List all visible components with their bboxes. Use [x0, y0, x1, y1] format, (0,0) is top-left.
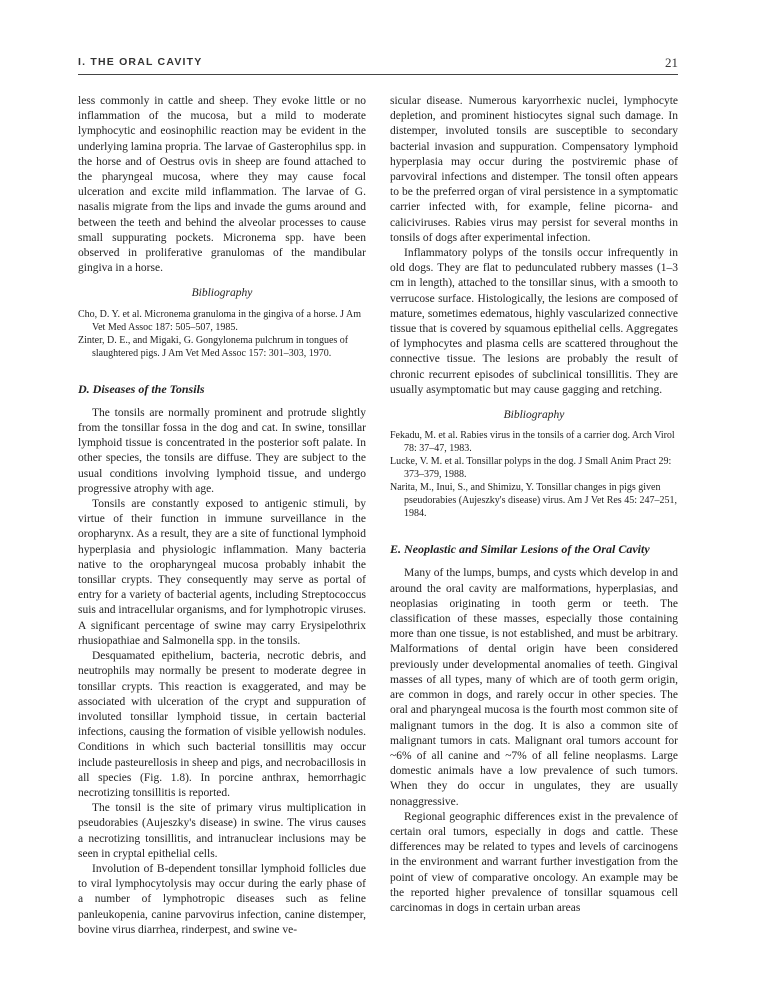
bibliography-heading: Bibliography — [503, 409, 565, 422]
paragraph: Many of the lumps, bumps, and cysts which develop in and around the oral cavity are malformations, hyperplasias, and neoplasias originating in tooth germ or teeth. The classification of these masses, especially those containing more than one tissue, is not established, and must be arbitrary. Malformations of dental origin have been considered previously under developmental anomalies of teeth. Gingival masses of all types, many of which are of tooth germ origin, are common in dogs, and rarely occur in other species. The oral and pharyngeal mucosa is the fourth most common site of malignant tumors in the dog. It is also a common site of malignant tumors in cats. Malignant oral tumors account for ~6% of all canine and ~7% of all feline neoplasms. Large domestic animals have a low prevalence of such tumors. When they do occur in ungulates, they are usually nonaggressive. — [390, 567, 678, 808]
bibliography-entry: Lucke, V. M. et al. Tonsillar polyps in the dog. J Small Anim Pract 29: 373–379, 1988. — [390, 456, 672, 481]
bibliography-entry: Fekadu, M. et al. Rabies virus in the tonsils of a carrier dog. Arch Virol 78: 37–47, 1983. — [390, 430, 675, 455]
section-heading: D. Diseases of the Tonsils — [78, 381, 205, 396]
paragraph: Desquamated epithelium, bacteria, necrotic debris, and neutrophils may normally be present to moderate degree in tonsillar crypts. This reaction is exaggerated, and may be associated with ulceration of the crypt and suppuration of involuted tonsillar lymphoid tissue, in certain bacterial infections, causing the formation of visible yellowish nodules. Conditions in which such bacterial tonsillitis may occur include pasteurellosis in sheep and pigs, and necrobacillosis in all species (Fig. 1.8). In porcine anthrax, hemorrhagic necrotizing tonsillitis is reported. — [78, 650, 366, 799]
right-column — [390, 94, 678, 916]
paragraph: The tonsil is the site of primary virus multiplication in pseudorabies (Aujeszky's disease) in swine. The virus causes a necrotizing tonsillitis, and intranuclear inclusions may be seen in cryptal epithelial cells. — [78, 802, 366, 860]
paragraph: Regional geographic differences exist in the prevalence of certain oral tumors, especially in dogs and cattle. These differences may be related to types and levels of carcinogens in the environment and warrant further investigation from the point of view of comparative oncology. An example may be the reported higher prevalence of tonsillar squamous cell carcinomas in dogs in certain urban areas — [390, 810, 678, 914]
left-column — [78, 94, 366, 938]
paragraph: less commonly in cattle and sheep. They evoke little or no inflammation of the mucosa, but a mild to moderate lymphocytic and eosinophilic reaction may be evident in the underlying lamina propria. The larvae of Gasterophilus spp. in the horse and of Oestrus ovis in sheep are found attached to the pharyngeal mucosa, where they may cause focal ulceration and excite mild inflammation. The larvae of G. nasalis migrate from the lips and invade the gums around and between the teeth and behind the alveolar processes to cause small suppurating pockets. Micronema spp. have been observed in proliferative granulomas of the mandibular gingiva in a horse. — [78, 95, 366, 275]
bibliography-entry: Narita, M., Inui, S., and Shimizu, Y. Tonsillar changes in pigs given pseudorabies (Aujeszky's disease) virus. Am J Vet Res 45: 247–251, 1984. — [390, 482, 677, 520]
bibliography-entry: Cho, D. Y. et al. Micronema granuloma in the gingiva of a horse. J Am Vet Med Assoc 187: 505–507, 1985. — [78, 308, 362, 333]
paragraph: sicular disease. Numerous karyorrhexic nuclei, lymphocyte depletion, and prominent histiocytes signal such damage. In distemper, involuted tonsils are susceptible to secondary bacterial invasion and suppuration. Compensatory lymphoid hyperplasia may occur during the postviremic phase of parvoviral infections and distemper. The tonsil often appears to be the preferred organ of viral persistence in a symptomatic carrier infected with, for example, feline picorna- and caliciviruses. Rabies virus may persist for several months in tonsils of dogs after experimental infection. — [390, 95, 678, 244]
bibliography-entry: Zinter, D. E., and Migaki, G. Gongylonema pulchrum in tongues of slaughtered pigs. J Am Vet Med Assoc 157: 301–303, 1970. — [78, 334, 349, 359]
paragraph: The tonsils are normally prominent and protrude slightly from the tonsillar fossa in the dog and cat. In swine, tonsillar lymphoid tissue is concentrated in the posterior soft palate. In other species, the tonsils are diffuse. They are subject to the usual conditions involving lymphoid tissue, and undergo progressive atrophy with age. — [78, 406, 366, 495]
page-header — [78, 56, 678, 74]
section-heading: E. Neoplastic and Similar Lesions of the Oral Cavity — [390, 542, 650, 557]
header-rule — [78, 74, 678, 75]
running-head: I. THE ORAL CAVITY — [78, 56, 203, 68]
bibliography-heading: Bibliography — [191, 287, 253, 300]
page-number: 21 — [665, 55, 678, 70]
paragraph: Involution of B-dependent tonsillar lymphoid follicles due to viral lymphocytolysis may occur during the early phase of a number of lymphotropic diseases such as feline panleukopenia, canine parvovirus infection, canine distemper, bovine virus diarrhea, rinderpest, and swine ve- — [78, 862, 366, 936]
paragraph: Tonsils are constantly exposed to antigenic stimuli, by virtue of their function in immune surveillance in the oropharynx. As a result, they are a site of functional lymphoid hyperplasia and physiologic inflammation. Many bacteria native to the oropharyngeal mucosa probably inhabit the tonsillar crypts. They consequently may serve as portal of entry for a variety of bacterial agents, including Streptococcus suis and intracellular organisms, and for lymphotropic viruses. A significant percentage of swine may carry Erysipelothrix rhusiopathiae and Salmonella spp. in the tonsils. — [78, 498, 366, 647]
paragraph: Inflammatory polyps of the tonsils occur infrequently in old dogs. They are flat to pedunculated rubbery masses (1–3 cm in length), attached to the tonsillar sinus, with a smooth to verrucose surface. Histologically, the lesions are composed of mature, sometimes edematous, highly vascularized connective tissue that is covered by squamous epithelial cells. Aggregates of lymphocytes and plasma cells are scattered throughout the connective tissue. The lesions are probably the result of chronic recurrent episodes of subclinical tonsillitis. They are usually asymptomatic but may cause gagging and retching. — [390, 247, 678, 396]
